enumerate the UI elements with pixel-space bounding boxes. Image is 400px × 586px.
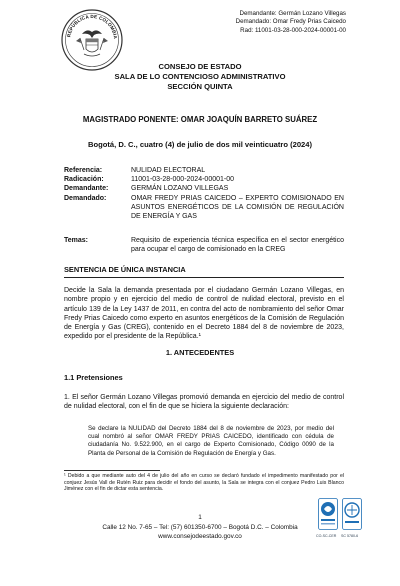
pretensiones-heading: 1.1 Pretensiones [64,373,123,382]
case-row-demandante [64,184,344,193]
quoted-declaration: Se declare la NULIDAD del Decreto 1884 del 8 de noviembre de 2023, por medio del cual nombró al señor OMAR FREDY PRIAS CAICEDO, identificado con cédula de ciudadanía No. 9.522.900, en el cargo de Experto Comisionado, Código 0090 de la Planta de Personal de la Comisión de Regulación de Energía y Gas. [88,425,334,457]
court-name: CONSEJO DE ESTADO [158,62,242,71]
pretensiones-paragraph: 1. El señor Germán Lozano Villegas promovió demanda en ejercicio del medio de control de nulidad electoral, con el fin de que se hiciera la siguiente declaración: [64,394,344,411]
case-details [64,166,344,221]
header-demandado: Demandado: Omar Fredy Prias Caicedo [235,18,346,26]
court-section: SECCIÓN QUINTA [167,82,233,91]
case-row-radicacion [64,175,344,184]
temas-label: Temas: [64,237,88,244]
footnote: ¹ Debido a que mediante auto del 4 de julio del año en curso se declaró fundado el impedimento manifestado por el conjuez Jesús Vall de Rutén Ruiz para decidir el fondo del asunto, la Sala se integra con el conjuez Pedro Luis Blanco Jiménez con el fin de dictar esta sentencia. [64,473,344,493]
svg-text:REPÚBLICA DE COLOMBIA: REPÚBLICA DE COLOMBIA [66,13,119,40]
cert1-caption: CO-SC-CER [316,534,337,538]
case-row-demandado [64,194,344,222]
temas-value: Requisito de experiencia técnica específica en el sector energético para ocupar el cargo de comisionado en la CREG [131,237,344,254]
footer-address: Calle 12 No. 7-65 – Tel: (57) 601350-6700 – Bogotá D.C. – Colombia [102,524,298,531]
case-label: Referencia: [64,167,103,174]
court-chamber: SALA DE LO CONTENCIOSO ADMINISTRATIVO [114,72,286,81]
cert2-caption: SC 5780-6 [341,534,359,538]
case-label: Demandante: [64,185,109,193]
case-value: OMAR FREDY PRIAS CAICEDO – EXPERTO COMISIONADO EN ASUNTOS ENERGÉTICOS DE LA COMISIÓN DE REGULACIÓN DE ENERGÍA Y GAS [131,194,344,221]
footer-website: www.consejodeestado.gov.co [158,532,242,540]
page-footer [0,524,400,541]
antecedentes-heading: 1. ANTECEDENTES [165,348,235,357]
footnote-divider [64,470,160,471]
case-value: NULIDAD ELECTORAL [131,167,206,174]
magistrado-ponente: MAGISTRADO PONENTE: OMAR JOAQUÍN BARRETO SUÁREZ [82,115,318,124]
case-row-referencia [64,166,344,175]
court-title [0,62,400,92]
iqnet-certification-icon [342,498,362,530]
case-value: GERMÁN LOZANO VILLEGAS [131,185,229,193]
sentencia-heading: SENTENCIA DE ÚNICA INSTANCIA [64,265,186,274]
case-label: Radicación: [64,176,104,184]
icontec-certification-icon [318,498,338,530]
header-demandante: Demandante: Germán Lozano Villegas [239,10,346,17]
section-divider [64,277,344,278]
case-label: Demandado: [64,194,107,202]
header-radicado: Rad: 11001-03-28-000-2024-00001-00 [240,26,346,34]
case-header [236,10,346,35]
intro-paragraph: Decide la Sala la demanda presentada por el ciudadano Germán Lozano Villegas, en nombre propio y en ejercicio del medio de control de nulidad electoral, previsto en el artículo 139 de la Ley 1437 de 2011, en contra del acto de nombramiento del señor Omar Fredy Prias Caicedo como experto en asuntos energéticos de la Comisión de Regulación de Energía y Gas (CREG), contenido en el Decreto 1884 del 8 de noviembre de 2023, expedido por el presidente de la República.¹ [64,287,344,341]
case-row-temas [64,236,344,254]
decision-date: Bogotá, D. C., cuatro (4) de julio de dos mil veinticuatro (2024) [87,140,313,149]
page-number: 1 [198,514,202,521]
case-value: 11001-03-28-000-2024-00001-00 [131,176,235,184]
